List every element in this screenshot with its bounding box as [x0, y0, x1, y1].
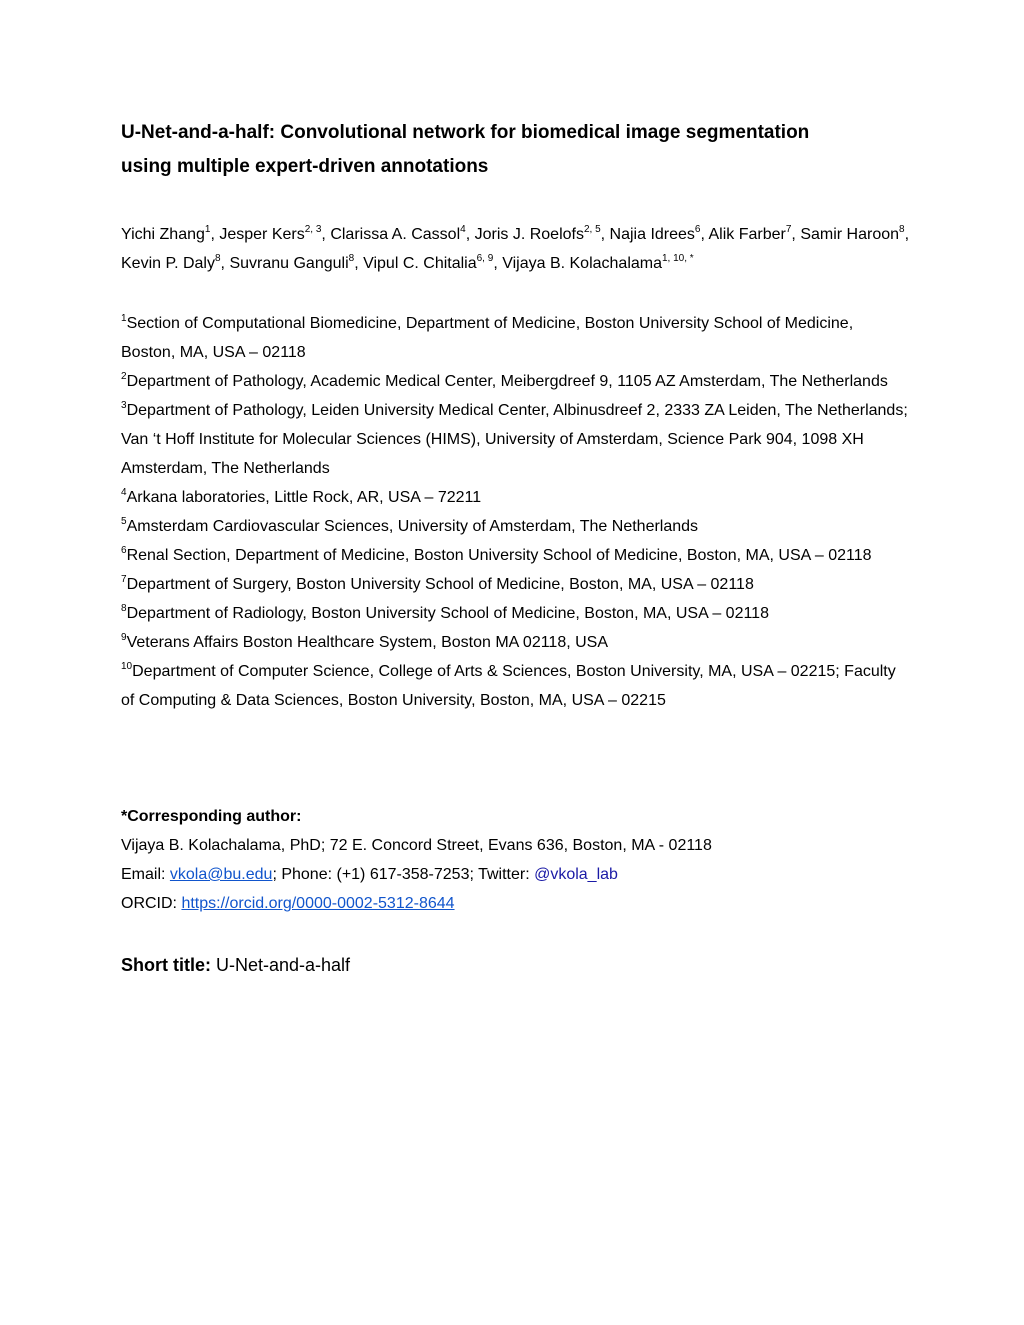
- author-affiliation-marker: 4: [460, 223, 466, 235]
- orcid-line: [121, 889, 911, 918]
- orcid-label: ORCID:: [121, 895, 182, 912]
- affiliation-text: Department of Radiology, Boston University School of Medicine, Boston, MA, USA – 02118: [126, 605, 769, 622]
- short-title: [121, 950, 350, 980]
- author-affiliation-marker: 1: [204, 223, 211, 235]
- title-line-2: using multiple expert-driven annotations: [121, 156, 489, 177]
- affiliation-number: 6: [121, 544, 127, 556]
- author-name: Yichi Zhang: [121, 226, 205, 243]
- affiliation-item: [121, 628, 911, 657]
- affiliation-text: Renal Section, Department of Medicine, Boston University School of Medicine, Boston, MA, USA – 02118: [126, 547, 872, 564]
- author-affiliation-marker: 2, 5: [583, 223, 601, 235]
- affiliation-item: [121, 599, 911, 628]
- email-label: Email:: [121, 866, 170, 883]
- affiliation-text: Department of Pathology, Leiden University Medical Center, Albinusdreef 2, 2333 ZA Leiden, The Netherlands; Van ‘t Hoff Institute for Molecular Sciences (HIMS), University of Amsterdam, Science Park 904, 1098 XH Amsterdam, The Netherlands: [121, 402, 908, 477]
- short-title-label: Short title:: [121, 955, 211, 975]
- affiliation-text: Veterans Affairs Boston Healthcare System, Boston MA 02118, USA: [126, 634, 609, 651]
- author-separator: ,: [791, 226, 801, 243]
- author-separator: ,: [904, 226, 910, 243]
- affiliation-item: [121, 396, 911, 483]
- author-name: Vijaya B. Kolachalama: [502, 255, 662, 272]
- author-affiliation-marker: 2, 3: [304, 223, 322, 235]
- author-name: Kevin P. Daly: [121, 255, 215, 272]
- affiliation-item: [121, 541, 911, 570]
- author-affiliation-marker: 8: [214, 252, 221, 264]
- author-separator: ,: [700, 226, 709, 243]
- affiliation-text: Arkana laboratories, Little Rock, AR, USA – 72211: [126, 489, 482, 506]
- corresponding-address: Vijaya B. Kolachalama, PhD; 72 E. Concord Street, Evans 636, Boston, MA - 02118: [121, 837, 712, 854]
- affiliation-text: Department of Pathology, Academic Medical Center, Meibergdreef 9, 1105 AZ Amsterdam, The Netherlands: [126, 373, 888, 390]
- author-list: [121, 220, 911, 278]
- affiliation-list: [121, 309, 911, 715]
- author-name: Joris J. Roelofs: [474, 226, 584, 243]
- affiliation-number: 8: [121, 602, 127, 614]
- author-separator: ,: [465, 226, 475, 243]
- phone-text: ; Phone: (+1) 617-358-7253; Twitter:: [272, 866, 535, 883]
- author-separator: ,: [210, 226, 220, 243]
- short-title-value: U-Net-and-a-half: [211, 955, 351, 975]
- corresponding-heading: *Corresponding author:: [121, 808, 302, 825]
- twitter-handle[interactable]: @vkola_lab: [534, 866, 618, 883]
- affiliation-item: [121, 657, 911, 715]
- author-separator: ,: [600, 226, 610, 243]
- affiliation-number: 7: [121, 573, 127, 585]
- affiliation-number: 2: [121, 370, 127, 382]
- author-affiliation-marker: 8: [348, 252, 355, 264]
- contact-line: [121, 860, 911, 889]
- affiliation-number: 3: [121, 399, 127, 411]
- affiliation-number: 9: [121, 631, 127, 643]
- author-separator: ,: [493, 255, 503, 272]
- affiliation-number: 1: [121, 312, 127, 324]
- author-name: Clarissa A. Cassol: [330, 226, 461, 243]
- author-separator: ,: [354, 255, 364, 272]
- affiliation-item: [121, 309, 911, 367]
- author-affiliation-marker: 1, 10, *: [662, 252, 694, 264]
- title-line-1: U-Net-and-a-half: Convolutional network for biomedical image segmentation: [121, 122, 810, 143]
- orcid-link[interactable]: https://orcid.org/0000-0002-5312-8644: [181, 895, 455, 912]
- author-affiliation-marker: 8: [899, 223, 905, 235]
- affiliation-item: [121, 367, 911, 396]
- author-separator: ,: [321, 226, 331, 243]
- author-name: Suvranu Ganguli: [229, 255, 349, 272]
- affiliation-item: [121, 483, 911, 512]
- affiliation-item: [121, 512, 911, 541]
- affiliation-text: Section of Computational Biomedicine, Department of Medicine, Boston University School of Medicine, Boston, MA, USA – 02118: [121, 315, 854, 361]
- affiliation-number: 5: [121, 515, 127, 527]
- affiliation-item: [121, 570, 911, 599]
- affiliation-text: Department of Surgery, Boston University School of Medicine, Boston, MA, USA – 02118: [126, 576, 754, 593]
- email-link[interactable]: vkola@bu.edu: [169, 866, 273, 883]
- paper-title: [121, 116, 921, 184]
- author-name: Najia Idrees: [609, 226, 695, 243]
- affiliation-number: 10: [121, 660, 133, 672]
- author-separator: ,: [220, 255, 230, 272]
- corresponding-author-block: [121, 802, 911, 918]
- author-name: Samir Haroon: [800, 226, 900, 243]
- author-name: Jesper Kers: [219, 226, 305, 243]
- author-name: Alik Farber: [708, 226, 786, 243]
- affiliation-text: Amsterdam Cardiovascular Sciences, University of Amsterdam, The Netherlands: [126, 518, 699, 535]
- affiliation-text: Department of Computer Science, College of Arts & Sciences, Boston University, MA, USA – 02215; Faculty of Computing & Data Sciences, Boston University, Boston, MA, USA – 02215: [121, 663, 896, 709]
- author-affiliation-marker: 6, 9: [476, 252, 494, 264]
- affiliation-number: 4: [121, 486, 127, 498]
- author-affiliation-marker: 7: [785, 223, 792, 235]
- author-affiliation-marker: 6: [694, 223, 701, 235]
- author-name: Vipul C. Chitalia: [363, 255, 477, 272]
